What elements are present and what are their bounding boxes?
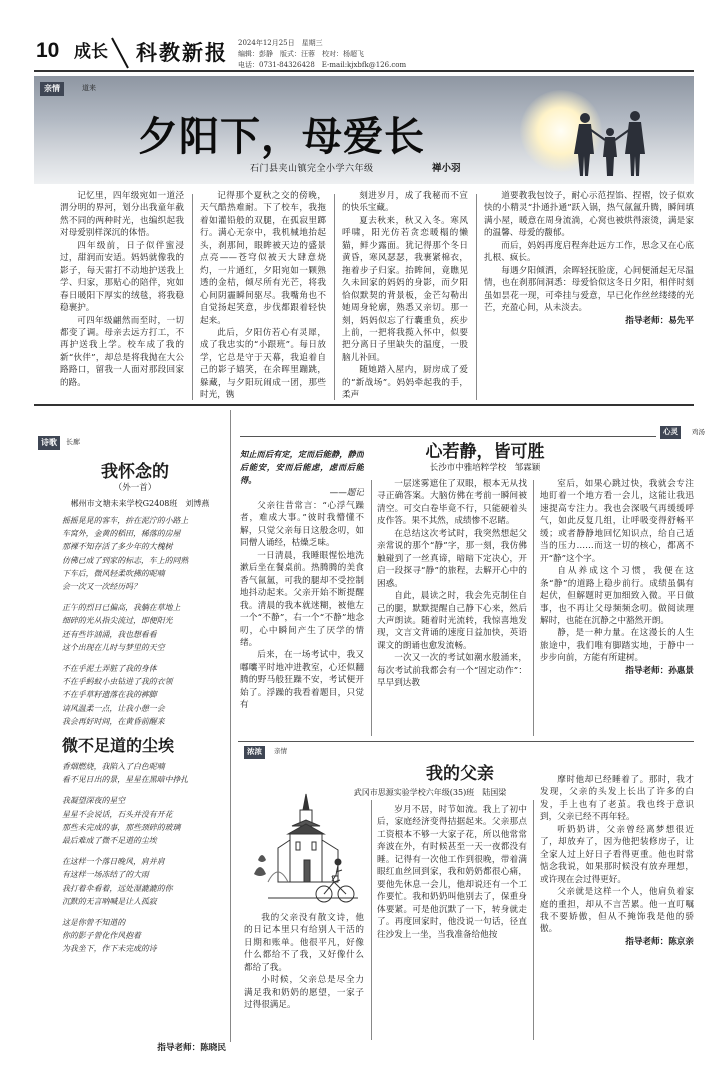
section-rule [238,741,694,742]
poem-line: 我凝望深夜的星空 [62,796,126,806]
poem-1 [62,514,230,732]
heart-rule [240,436,656,437]
heart-column-2: 一层迷雾遮住了双眼，根本无从找寻正确答案。大脑仿佛在考前一瞬间被清空。可交白卷毕竟不行，只能硬着头皮作答。果不其然，成绩惨不忍睹。 在总结这次考试时，我突然想起父亲常说的那个“静”字，那一刻，我仿佛触碰到了一丝真谛，暗暗下定决心，开启一段探寻“静”的旅程，去解开心中的困惑。 自此，晨读之时，我会先克制住自己的腿，默默提醒自己静下心来，然后大声朗读。随着时光流转，我惊喜地发现，文言文背诵的速度日益加快，英语课文的朗诵也愈发流畅。 一次又一次的考试如潮水般涌来，每次考试前我都会有一个“固定动作”：早早到达教 [377,479,527,689]
poem-line: 星星不会说话，石头并没有开花 [62,809,173,819]
heart-tag-sub: 鸡汤 [692,428,705,436]
poem-title: 我怀念的 [101,462,169,481]
poem-line: 为我坐下，作下未完成的诗 [62,944,157,954]
poem-line: 我会再好时间，在黄昏前醒来 [62,716,165,726]
feature-teacher: 指导老师：易先平 [625,315,694,326]
poem-byline: 郴州市文塘未来学校G2408班 刘博燕 [70,499,210,508]
section-rule [34,404,694,406]
page-group: 成长 [74,42,108,61]
poem-line: 下车后，微风轻柔吹拂的呢喃 [62,568,165,578]
father-tag-sub: 亲情 [274,747,287,755]
poem-line: 摇摇晃晃的客车，拚在泥泞的小路上 [62,516,189,525]
poem-subtitle: （外一首） [113,483,157,493]
father-column-1: 岁月不居，时节如流。我上了初中后，家庭经济变得拮据起来。父亲那点工资根本不够一大家子花，所以他常常奔波在外，有时候甚至一天一夜都没有睡。记得有一次他工作到很晚，带着满眼红血丝回到家，我和奶奶都很心痛，要他先休息一会儿，他却说还有一个工作要忙。我和奶奶叫他别去了，保重身体要紧。可是他沉默了一下，转身就走了。再度回家时，他没说一句话，径直往沙发上一坐，当我准备给他按 [377,805,527,940]
poem-line: 正午的烈日已偏高，我躺在草地上 [62,603,181,613]
column-divider [192,194,193,400]
poem-line: 仿佛已成了到家的标志，车上的同熟 [62,555,189,565]
father-byline: 武冈市思源实验学校六年级(35)班 陆国梁 [353,788,507,797]
column-divider [533,800,534,1040]
stanza-break [62,908,230,916]
poem-line: 你的影子曾化作风抱着 [62,931,141,941]
poem-line: 香烟燃烧，我陷入了白色呢喃 [62,762,165,771]
poem-line: 不在乎蚂蚁小虫钻进了我的衣领 [62,677,173,687]
poem-line: 那些未完成的事，那些颈碎的玻璃 [62,822,181,832]
feature-byline: 石门县夹山镇完全小学六年级 [250,164,374,174]
feature-tag-sub: 道来 [82,84,96,92]
column-divider [334,194,335,400]
column-divider [371,480,372,736]
header-meta [238,38,498,71]
feature-tag: 亲情 [40,82,64,96]
poem-line: 不在乎泥土弄脏了我的身体 [62,664,157,674]
poem-teacher: 指导老师：陈晓民 [157,1043,226,1053]
poem-line: 车窝外，金黄的稻田，稀落的房屋 [62,529,181,539]
heart-title: 心若静，皆可胜 [425,442,545,461]
poem-line: 这是你曾不知道的 [62,918,126,928]
heart-tag: 心灵 [660,426,681,439]
issue-date: 2024年12月25日 星期三 [238,39,323,47]
column-divider [533,480,534,736]
stanza-break [62,847,230,855]
feature-column-1: 记忆里，四年级宛如一道泾渭分明的界河，划分出我童年截然不同的两种时光，也编织起我对母爱别样深沉的体悟。 四年级前，日子似伴蜜浸过，甜润而安适。妈妈就像我的影子，每天雷打不动地护送我上学、归家，那贴心的陪伴，宛如春日暖阳下厚实的绒毯，将我稳稳裹护。 可四年级翩然而至时，一切都变了调。母亲去远方打工，不再护送我上学。校车成了我的新“伙伴”，却总是将我抛在大公路路口，留我一人面对那段回家的路。 [60,191,184,388]
header-rule [34,70,694,72]
poem-line: 这个出现在儿时与梦里的天空 [62,642,165,652]
heart-teacher: 指导老师：孙惠景 [625,665,694,676]
editors: 编辑：彭静 版式：汪蓉 校对：杨超飞 [238,50,364,58]
page-title: 科教新报 [136,40,228,65]
feature-column-3: 刻进岁月，成了我秘而不宣的快乐宝藏。 夏去秋来，秋又入冬。寒风呼啸，阳光仿若贪恋暖榻的懒猫，鲜少露面。犹记得那个冬日黄昏，寒风瑟瑟，我裹紧棉衣，拖着步子归家。抬眸间，竟瞧见久未回家的妈妈的身影，而夕阳恰似默契的背景板，金芒勾勒出她周身轮廓，熟悉又亲切。那一刻，妈妈似忘了行囊重负，疾步上前，一把将我揽入怀中，似要把分离日子里缺失的温度，一股脑儿补回。 随她踏入屋内，厨房成了爱的“新战场”。妈妈牵起我的手，柔声 [342,191,468,401]
father-column-0: 我的父亲没有散文诗，他的日记本里只有给别人干活的日期和账单。他很平凡，好像什么都给不了我，又好像什么都给了我。 小时候，父亲总是尽全力满足我和奶奶的愿望，一家子过得很满足。 [244,913,364,1011]
heart-column-1: 知止而后有定，定而后能静，静而后能安，安而后能虑，虑而后能得。 ——题记 父亲往昔常言：“心浮气躁者，难成大事。”彼时我懵懂不解，只觉父亲每日这般念叨，如同僧人诵经，枯燥乏味。 一日清晨，我睡眼惺忪地洗漱后坐在餐桌前。热腾腾的美食香气氤氲，可我的腿却不受控制地抖动起来。父亲开始不断提醒我。清晨的我本就迷糊，被他左一个“不静”，右一个“不静”地念叨，心中瞬间产生了厌学的情绪。 后来，在一场考试中，我又嘟囔平时地冲进教室，心还似翻腾的野马般狂躁不安，考试便开始了。浮躁的我看着题目，只觉有 [240,449,364,711]
column-divider [476,194,477,400]
heart-byline: 长沙市中雅培粹学校 邹霖颖 [429,463,541,473]
stanza-break [62,654,230,662]
epigraph-source: ——题记 [329,488,364,498]
poem-line: 我打着伞看着，远处湿漉漉的你 [62,883,173,893]
poem-2-title: 微不足道的尘埃 [62,738,175,755]
poem-line: 有这样一场冻结了的大雨 [62,870,149,880]
poem-line: 在这样一个落日晚风，肩并肩 [62,857,165,867]
header-slash-icon [110,36,130,70]
heart-column-3: 室后，如果心跳过快，我就会专注地盯着一个地方看一会儿，这能让我迅速提高专注力。我也会深吸气再缓缓呼气，如此反复几组，让呼吸变得舒畅平缓；或者静静地回忆知识点，给自己适当的压力……而这一切的核心，都离不开“静”这个字。 自从养成这个习惯，我便在这条“静”的道路上稳步前行。成绩虽偶有起伏，但解题时更加细致入微。平日做事，也不再让父母频频念叨。做阅读理解时，也能在沉静之中豁然开朗。 静，是一种力量。在这漫长的人生旅途中，我们唯有脚踏实地，于静中一步步向前，方能有所建树。 指导老师：孙惠景 [540,479,694,676]
feature-column-4: 道要教我包饺子，耐心示范捏馅、捏褶，饺子似欢快的小精灵“扑通扑通”跃入锅，热气氤氲升腾，瞬间填满小屋，暖意在周身流淌，心窝也被烘得滚烫，满是家的温馨、母爱的馥郁。 而后，妈妈再度启程奔赴远方工作，思念又在心底扎根、疯长。 每遇夕阳倾洒，余晖轻抚脸庞，心间便涌起无尽温情，也在刹那间洞悉：母爱恰似这冬日夕阳，相伴时刻虽如昙花一现，可牵挂与爱意，早已化作丝丝缕缕的光芒，充盈心间，从未淡去。 指导老师：易先平 [484,191,694,326]
poem-line: 不在乎草籽遗落在我的裤脚 [62,690,157,700]
feature-author: 禅小羽 [432,163,461,174]
stanza-break [62,786,230,794]
poem-2 [62,760,230,1040]
page-number: 10 [36,39,60,62]
poem-line: 沉默的无言呐喊是让人孤寂 [62,896,157,906]
father-teacher: 指导老师：陈京亲 [625,936,694,947]
father-tag: 浓浓 [244,746,265,759]
bicycle-church-illustration-icon [248,790,366,908]
poem-line: 请风温柔一点，让我小憩一会 [62,703,165,713]
epigraph: 知止而后有定，定而后能静，静而后能安，安而后能虑，虑而后能得。 [240,449,364,485]
feature-title: 夕阳下，母爱长 [138,115,425,159]
poem-tag: 诗歌 [38,436,60,450]
feature-column-2: 记得那个夏秋之交的傍晚，天气酷热难耐。下了校车，我拖着如灌铅般的双腿，在孤寂里踯行。满心无奈中，我机械地抬起头，刹那间，眼眸被天边的盛景点亮——苍穹似被天大肆意烧灼，一片通红，夕阳宛如一颗熟透的金桔，倾尽所有光芒，将我心间阴霾瞬间驱尽。我嘴角也不自觉扬起笑意，步伐都跟着轻快起来。 此后，夕阳仿若心有灵犀，成了我忠实的“小跟班”。每日放学，它总是守于天幕，我追着自己的影子嬉笑，在余晖里蹦跳，躲藏，与夕阳玩闹成一团，那些时光，镌 [200,191,326,401]
father-title: 我的父亲 [426,764,494,783]
contact: 电话：0731-84326428 E-mail:kjxbfk@126.com [238,61,407,69]
father-column-2: 摩时他却已经睡着了。那时，我才发现，父亲的头发上长出了许多的白发，手上也有了老茧。我也终于意识到，父亲已经不再年轻。 听奶奶讲，父亲曾经离梦想很近了，却放弃了，因为他把装修房子，让全家人过上好日子看得更重。他也时常惦念我说，如果那时候没有放弃理想，或许现在会过得更好。 父亲就是这样一个人，他肩负着家庭的重担，却从不言苦累。他一直叮嘱我不要娇傲，但从不掩饰我是他的骄傲。 指导老师：陈京亲 [540,775,694,947]
poem-line: 那裸不知存活了多少年的大槐树 [62,542,173,552]
column-divider [371,800,372,1040]
poem-tag-sub: 长廊 [66,438,80,446]
stanza-break [62,593,230,601]
poem-line: 细碎的光从指尖流过，即便阳光 [62,616,173,626]
family-silhouette-icon [555,104,665,176]
poem-line: 最后难成了微不足道的尘埃 [62,836,157,846]
poem-line: 还有些许汹涌，我也想看看 [62,629,157,639]
poem-line: 会一次又一次经历吗？ [62,582,141,592]
poem-line: 看不见日出的景，星星在黑暗中挣扎 [62,775,189,785]
